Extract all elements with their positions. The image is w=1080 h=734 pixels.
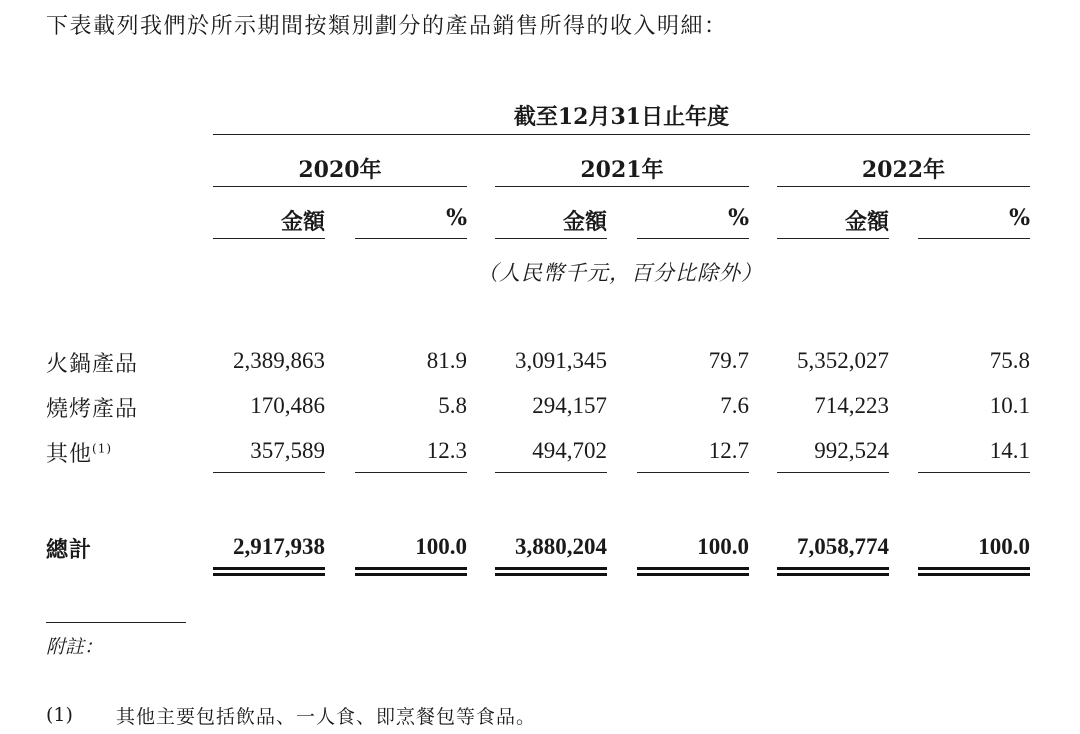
total-underline-2022-pct [918,567,1030,576]
cell-2021-amount-others: 494,702 [532,438,607,463]
cell-2020-amount-bbq: 170,486 [250,393,325,418]
subtotal-rule-2022-pct [918,472,1030,473]
year-rule-2021 [495,186,749,187]
subtotal-rule-2020-pct [355,472,467,473]
cell-2021-amount-hotpot: 3,091,345 [515,348,607,373]
notes-title: 附註： [46,636,104,658]
cell-2021-amount-bbq: 294,157 [532,393,607,418]
cell-2021-pct-others: 12.7 [708,438,749,463]
total-2021-pct: 100.0 [697,534,749,559]
cell-2020-amount-hotpot: 2,389,863 [233,348,325,373]
total-2022-amount: 7,058,774 [797,534,889,559]
unit-note: （人民幣千元，百分比除外） [477,261,763,285]
cell-2022-amount-bbq: 714,223 [814,393,889,418]
total-2022-pct: 100.0 [978,534,1030,559]
row-label-others-text: 其他 [46,442,93,467]
total-2020-pct: 100.0 [415,534,467,559]
row-label-bbq: 燒烤產品 [46,397,139,422]
subtotal-rule-2022-amount [777,472,889,473]
total-2021-amount: 3,880,204 [515,534,607,559]
cell-2020-pct-others: 12.3 [426,438,467,463]
footnote-text: 其他主要包括飲品、一人食、即烹餐包等食品。 [116,706,537,728]
col-rule-amount-2022 [777,238,889,239]
col-rule-pct-2022 [918,238,1030,239]
col-amount-2020: 金額 [280,209,325,235]
cell-2022-pct-others: 14.1 [989,438,1030,463]
total-underline-2021-pct [637,567,749,576]
col-amount-2022: 金額 [844,209,889,235]
year-rule-2022 [777,186,1030,187]
row-label-hotpot: 火鍋產品 [46,352,139,377]
col-rule-amount-2020 [213,238,325,239]
cell-2022-amount-hotpot: 5,352,027 [797,348,889,373]
footnote-number: (1) [46,704,73,726]
total-underline-2020-pct [355,567,467,576]
period-header: 截至12月31日止年度 [513,104,730,130]
year-header-2022: 2022年 [861,157,946,183]
col-pct-2022: % [1009,205,1030,231]
total-underline-2021-amount [495,567,607,576]
col-pct-2020: % [446,205,467,231]
year-rule-2020 [213,186,467,187]
cell-2022-pct-bbq: 10.1 [989,393,1030,418]
cell-2020-pct-bbq: 5.8 [438,393,467,418]
year-header-2021: 2021年 [580,157,664,183]
cell-2021-pct-hotpot: 79.7 [708,348,749,373]
cell-2021-pct-bbq: 7.6 [720,393,749,418]
subtotal-rule-2021-amount [495,472,607,473]
col-pct-2021: % [728,205,749,231]
cell-2020-amount-others: 357,589 [250,438,325,463]
total-underline-2020-amount [213,567,325,576]
col-rule-amount-2021 [495,238,607,239]
row-label-others [46,437,112,468]
year-header-2020: 2020年 [298,157,382,183]
footnote-ref-1: (1) [92,441,113,456]
col-amount-2021: 金額 [562,209,607,235]
total-2020-amount: 2,917,938 [233,534,325,559]
total-underline-2022-amount [777,567,889,576]
subtotal-rule-2021-pct [637,472,749,473]
col-rule-pct-2020 [355,238,467,239]
col-rule-pct-2021 [637,238,749,239]
cell-2022-amount-others: 992,524 [814,438,889,463]
subtotal-rule-2020-amount [213,472,325,473]
footnote-separator [46,622,186,623]
total-label: 總計 [46,537,93,563]
period-header-rule [213,134,1030,135]
cell-2020-pct-hotpot: 81.9 [426,348,467,373]
intro-paragraph: 下表載列我們於所示期間按類別劃分的產品銷售所得的收入明細： [46,14,728,39]
cell-2022-pct-hotpot: 75.8 [989,348,1030,373]
